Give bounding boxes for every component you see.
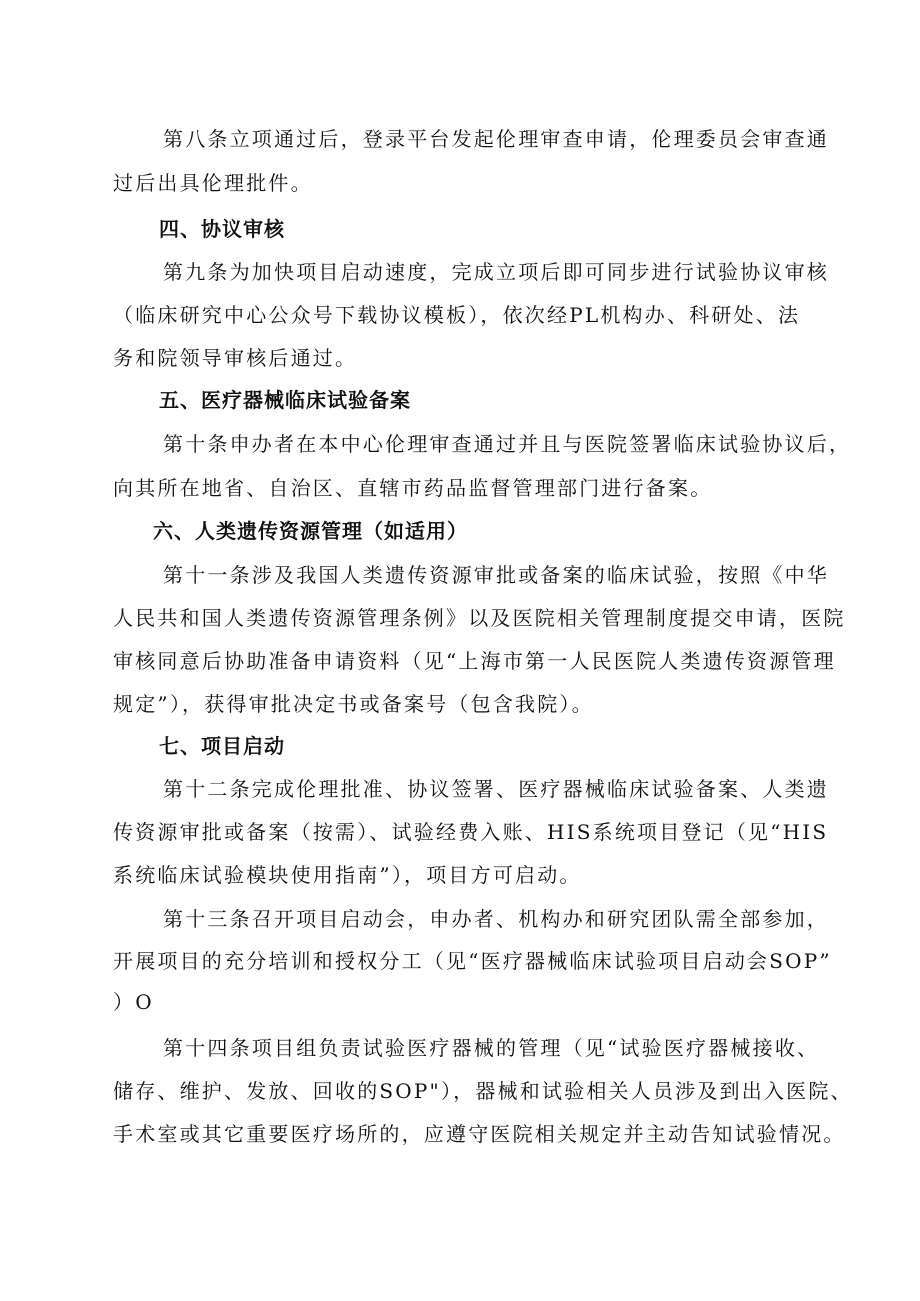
article-9-line-1: 第九条为加快项目启动速度，完成立项后即可同步进行试验协议审核	[163, 260, 829, 284]
article-8-line-2: 过后出具伦理批件。	[113, 171, 313, 195]
article-13-line-1: 第十三条召开项目启动会，申办者、机构办和研究团队需全部参加，	[163, 907, 829, 931]
section-heading-5: 五、医疗器械临床试验备案	[159, 388, 411, 412]
article-14-line-2: 储存、维护、发放、回收的SOP"），器械和试验相关人员涉及到出入医院、	[113, 1079, 853, 1103]
article-13-line-2: 开展项目的充分培训和授权分工（见“医疗器械临床试验项目启动会SOP”	[113, 949, 832, 973]
article-14-line-1: 第十四条项目组负责试验医疗器械的管理（见“试验医疗器械接收、	[163, 1036, 820, 1060]
section-heading-4: 四、协议审核	[159, 217, 285, 241]
article-9-line-2: （临床研究中心公众号下载协议模板），依次经PL机构办、科研处、法	[113, 303, 801, 327]
article-12-line-3: 系统临床试验模块使用指南”），项目方可启动。	[113, 863, 582, 887]
article-9-line-3: 务和院领导审核后通过。	[113, 346, 358, 370]
article-14-line-3: 手术室或其它重要医疗场所的，应遵守医院相关规定并主动告知试验情况。	[113, 1122, 846, 1146]
article-10-line-2: 向其所在地省、自治区、直辖市药品监督管理部门进行备案。	[113, 476, 713, 500]
section-heading-6: 六、人类遗传资源管理（如适用）	[153, 519, 468, 543]
article-12-line-2: 传资源审批或备案（按需）、试验经费入账、HIS系统项目登记（见“HIS	[113, 820, 829, 844]
article-11-line-4: 规定”），获得审批决定书或备案号（包含我院）。	[113, 692, 594, 716]
article-11-line-1: 第十一条涉及我国人类遗传资源审批或备案的临床试验，按照《中华	[163, 563, 829, 587]
article-13-line-3: ）O	[113, 990, 154, 1014]
article-11-line-2: 人民共和国人类遗传资源管理条例》以及医院相关管理制度提交申请，医院	[113, 606, 846, 630]
article-11-line-3: 审核同意后协助准备申请资料（见“上海市第一人民医院人类遗传资源管理	[113, 649, 836, 673]
article-10-line-1: 第十条申办者在本中心伦理审查通过并且与医院签署临床试验协议后，	[163, 432, 852, 456]
section-heading-7: 七、项目启动	[159, 734, 285, 758]
article-8-line-1: 第八条立项通过后，登录平台发起伦理审查申请，伦理委员会审查通	[163, 127, 829, 151]
article-12-line-1: 第十二条完成伦理批准、协议签署、医疗器械临床试验备案、人类遗	[163, 777, 829, 801]
